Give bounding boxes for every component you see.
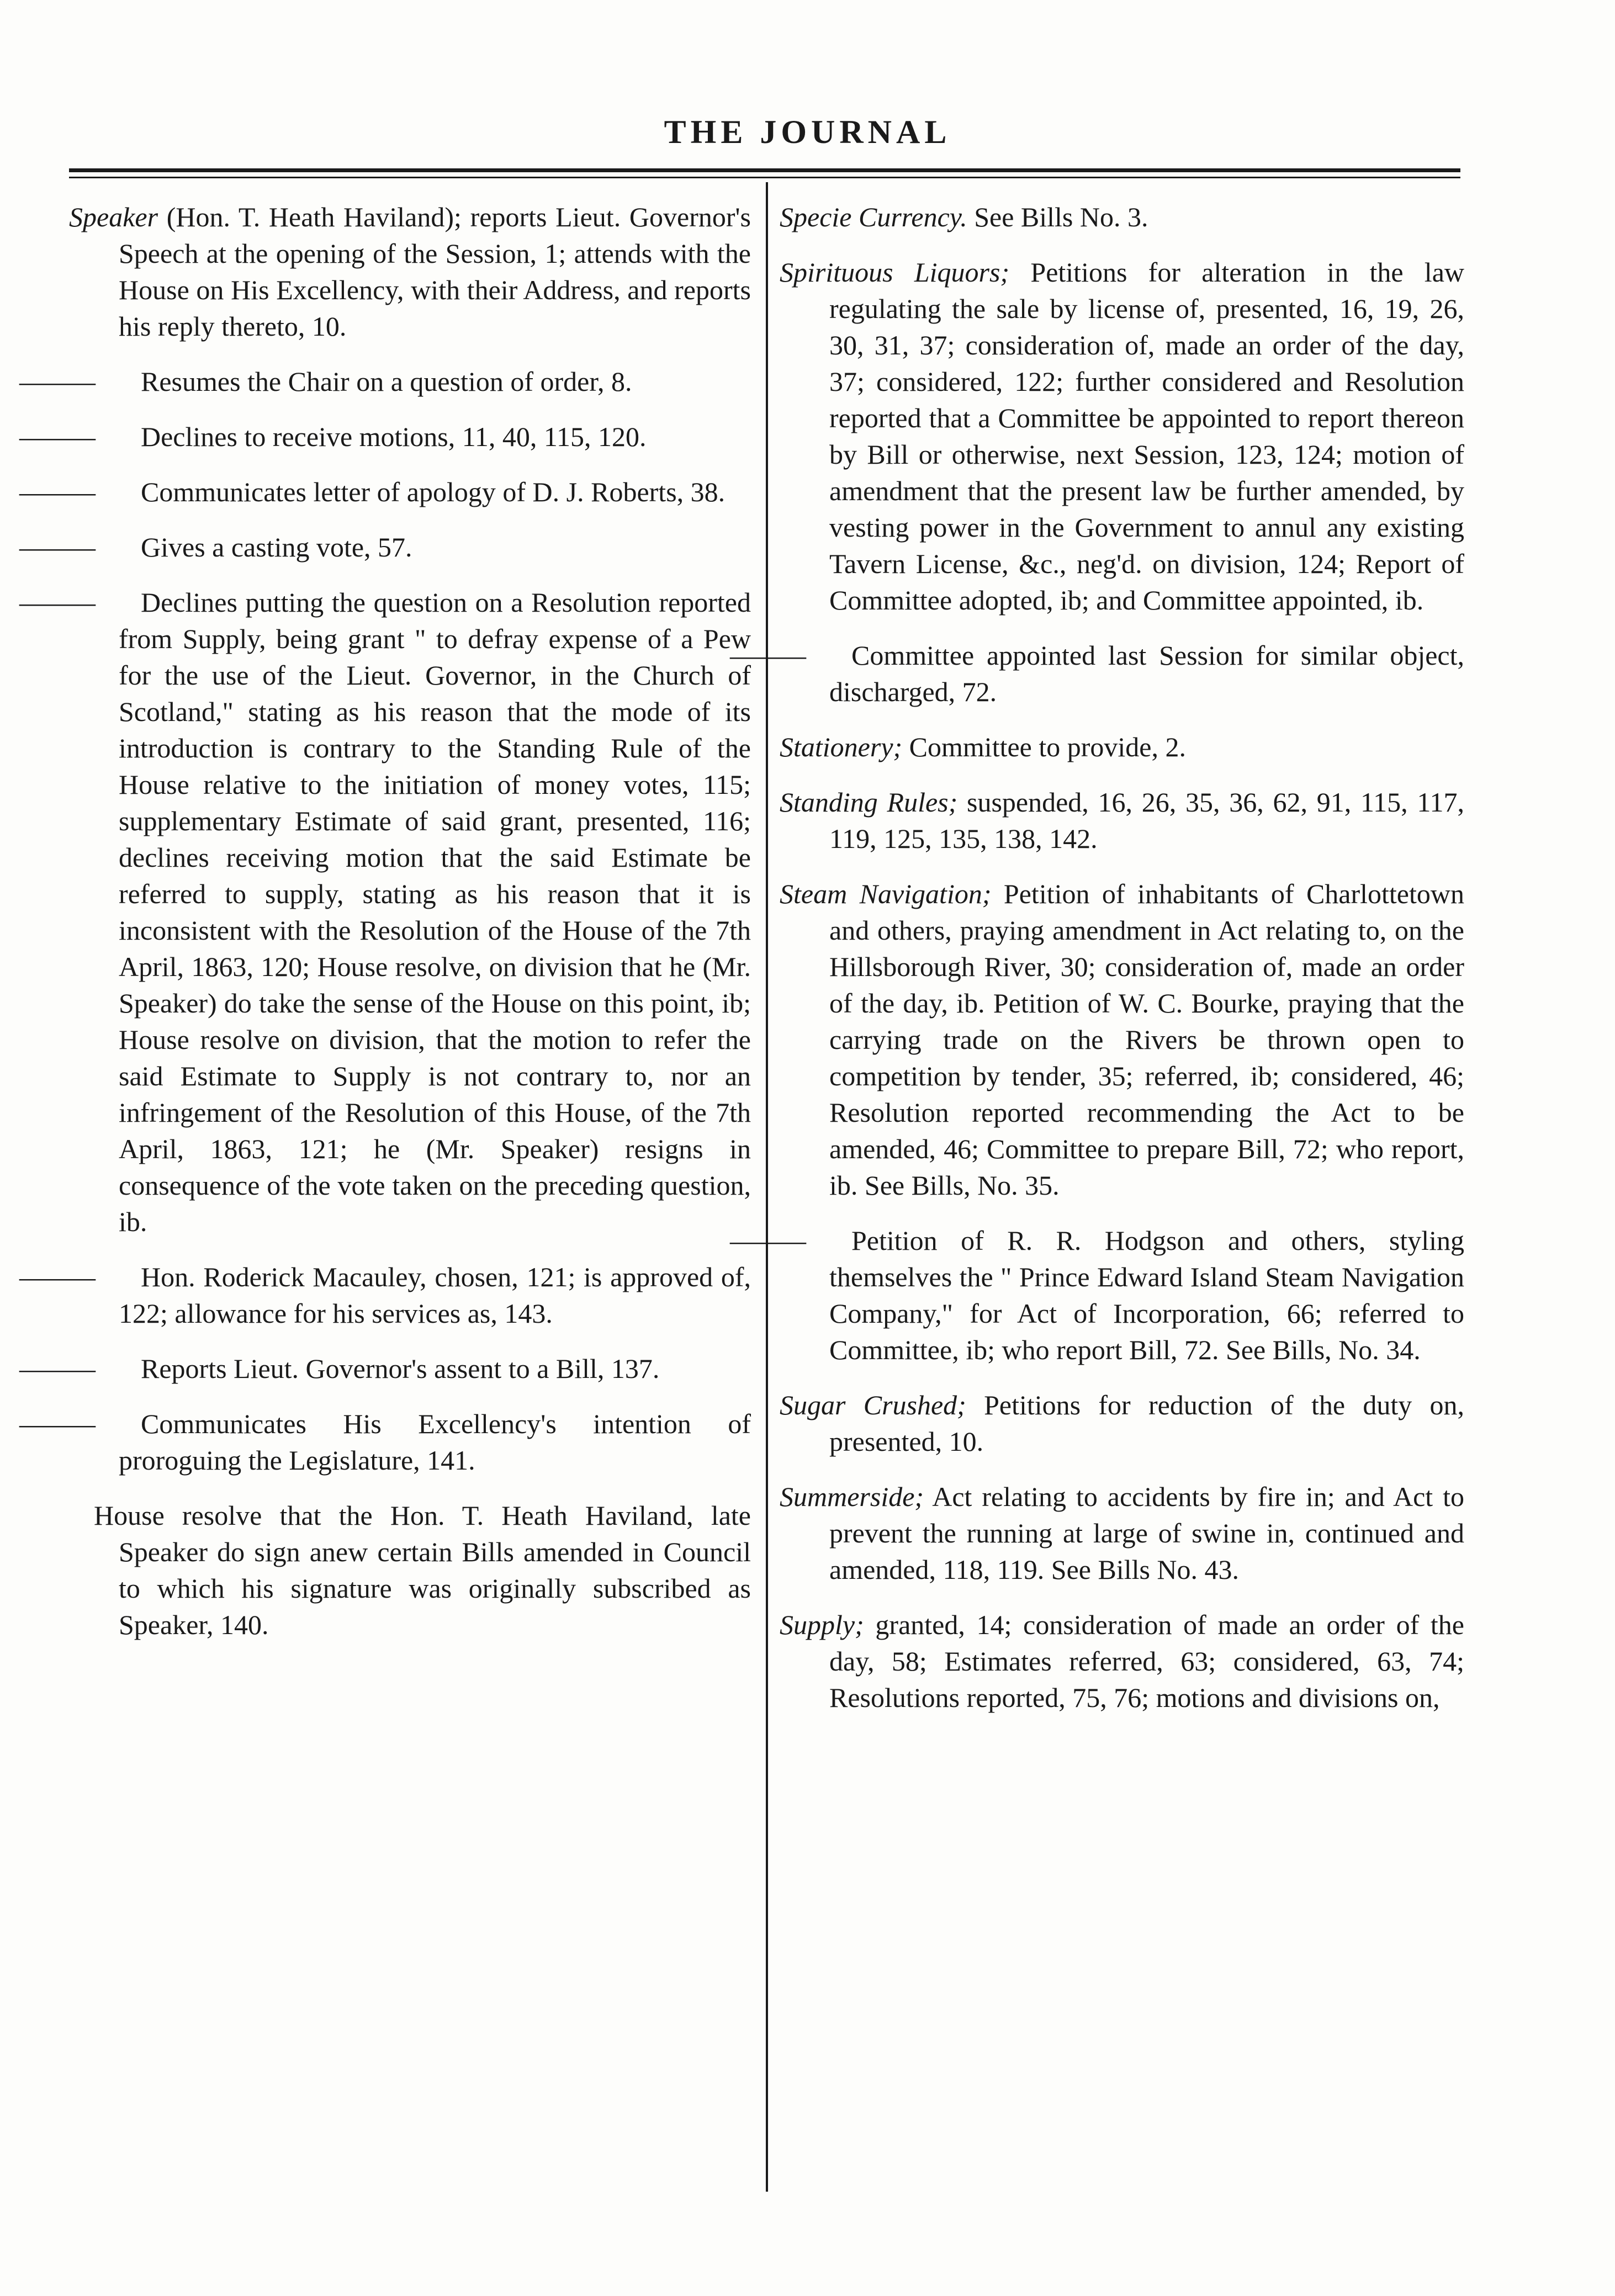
index-entry-speaker	[69, 199, 751, 344]
sub-entry-text: Gives a casting vote, 57.	[141, 532, 412, 563]
index-entry-standing-rules	[780, 784, 1464, 857]
entry-text: Petition of inhabitants of Charlottetown and others, praying amendment in Act relating to, on the Hillsborough River, 30; consideration of, made an order of the day, ib. Petition of W. C. Bourke, praying that the carrying trade on the Rivers be thrown open to competition by tender, 35; referred, ib; considered, 46; Resolution reported recommending the Act to be amended, 46; Committee to prepare Bill, 72; who report, ib. See Bills, No. 35.	[829, 878, 1464, 1201]
sub-entry	[69, 474, 751, 510]
sub-entry	[69, 363, 751, 400]
entry-heading: Sugar Crushed;	[780, 1390, 966, 1420]
sub-entry-text: Declines to receive motions, 11, 40, 115, 120.	[141, 421, 647, 452]
entry-text: Committee to provide, 2.	[902, 731, 1186, 762]
sub-entry-text: Petition of R. R. Hodgson and others, styling themselves the " Prince Edward Island Steam Navigation Company," for Act of Incorporation, 66; referred to Committee, ib; who report Bill, 72. See Bills, No. 34.	[829, 1225, 1464, 1365]
sub-entry	[69, 1406, 751, 1478]
header-rule-thin	[69, 177, 1460, 178]
index-entry-specie-currency	[780, 199, 1464, 235]
dash-marker	[69, 474, 141, 510]
entry-text: See Bills No. 3.	[967, 202, 1148, 232]
page-header: THE JOURNAL	[664, 114, 951, 150]
sub-entry	[780, 1222, 1464, 1368]
entry-heading: Speaker	[69, 202, 158, 232]
index-entry-summerside	[780, 1478, 1464, 1588]
dash-marker	[69, 1259, 141, 1295]
entry-heading: Spirituous Liquors;	[780, 257, 1010, 288]
entry-text: Act relating to accidents by fire in; and Act to prevent the running at large of swine in, continued and amended, 118, 119. See Bills No. 43.	[829, 1481, 1464, 1585]
index-entry-stationery	[780, 729, 1464, 765]
sub-entry-text: Resumes the Chair on a question of order, 8.	[141, 366, 632, 397]
sub-entry-text: Communicates letter of apology of D. J. Roberts, 38.	[141, 476, 726, 507]
dash-marker	[69, 363, 141, 400]
entry-heading: Standing Rules;	[780, 787, 958, 818]
header-rule-thick	[69, 168, 1460, 172]
entry-heading: Steam Navigation;	[780, 878, 992, 909]
left-column	[69, 199, 751, 1662]
entry-text: Petitions for reduction of the duty on, presented, 10.	[829, 1390, 1464, 1457]
right-column	[780, 199, 1464, 1735]
sub-entry	[69, 529, 751, 565]
dash-marker	[780, 1222, 851, 1259]
sub-entry	[780, 637, 1464, 710]
entry-text: suspended, 16, 26, 35, 36, 62, 91, 115, 117, 119, 125, 135, 138, 142.	[829, 787, 1464, 854]
index-entry-supply	[780, 1606, 1464, 1716]
dash-marker	[69, 418, 141, 455]
house-resolution-note: House resolve that the Hon. T. Heath Haviland, late Speaker do sign anew certain Bills amended in Council to which his signature was originally subscribed as Speaker, 140.	[94, 1500, 751, 1640]
entry-heading: Specie Currency.	[780, 202, 967, 232]
index-entry-steam-navigation	[780, 876, 1464, 1203]
sub-entry-text: Reports Lieut. Governor's assent to a Bill, 137.	[141, 1353, 660, 1384]
index-entry-spirituous-liquors	[780, 254, 1464, 618]
dash-marker	[780, 637, 851, 674]
sub-entry-text: Hon. Roderick Macauley, chosen, 121; is approved of, 122; allowance for his services as, 143.	[119, 1261, 751, 1329]
sub-entry	[69, 418, 751, 455]
entry-text: granted, 14; consideration of made an order of the day, 58; Estimates referred, 63; considered, 63, 74; Resolutions reported, 75, 76; motions and divisions on,	[829, 1609, 1464, 1713]
dash-marker	[69, 1350, 141, 1387]
dash-marker	[69, 529, 141, 565]
entry-heading: Stationery;	[780, 731, 903, 762]
sub-entry-text: Committee appointed last Session for similar object, discharged, 72.	[829, 640, 1464, 707]
dash-marker	[69, 584, 141, 621]
sub-entry-text: Communicates His Excellency's intention of proroguing the Legislature, 141.	[119, 1408, 751, 1476]
entry-text: (Hon. T. Heath Haviland); reports Lieut. Governor's Speech at the opening of the Session, 1; attends with the House on His Excellency, with their Address, and reports his reply thereto, 10.	[119, 202, 751, 342]
entry-text: Petitions for alteration in the law regulating the sale by license of, presented, 16, 19, 26, 30, 31, 37; consideration of, made an order of the day, 37; considered, 122; further considered and Resolution reported that a Committee be appointed to report thereon by Bill or otherwise, next Session, 123, 124; motion of amendment that the present law be further amended, by vesting power in the Government to annul any existing Tavern License, &c., neg'd. on division, 124; Report of Committee adopted, ib; and Committee appointed, ib.	[829, 257, 1464, 616]
entry-heading: Summerside;	[780, 1481, 924, 1512]
sub-entry	[69, 1259, 751, 1332]
index-entry-sugar-crushed	[780, 1387, 1464, 1460]
column-separator	[766, 182, 768, 2192]
dash-marker	[69, 1406, 141, 1442]
entry-heading: Supply;	[780, 1609, 864, 1640]
sub-entry-text: Declines putting the question on a Resolution reported from Supply, being grant " to defray expense of a Pew for the use of the Lieut. Governor, in the Church of Scotland," stating as his reason that the mode of its introduction is contrary to the Standing Rule of the House relative to the initiation of money votes, 115; supplementary Estimate of said grant, presented, 116; declines receiving motion that the said Estimate be referred to supply, stating as his reason that it is inconsistent with the Resolution of the House of the 7th April, 1863, 120; House resolve, on division that he (Mr. Speaker) do take the sense of the House on this point, ib; House resolve on division, that the motion to refer the said Estimate to Supply is not contrary to, nor an infringement of the Resolution of this House, of the 7th April, 1863, 121; he (Mr. Speaker) resigns in consequence of the vote taken on the preceding question, ib.	[119, 587, 751, 1237]
sub-entry	[69, 1350, 751, 1387]
sub-entry	[69, 584, 751, 1240]
